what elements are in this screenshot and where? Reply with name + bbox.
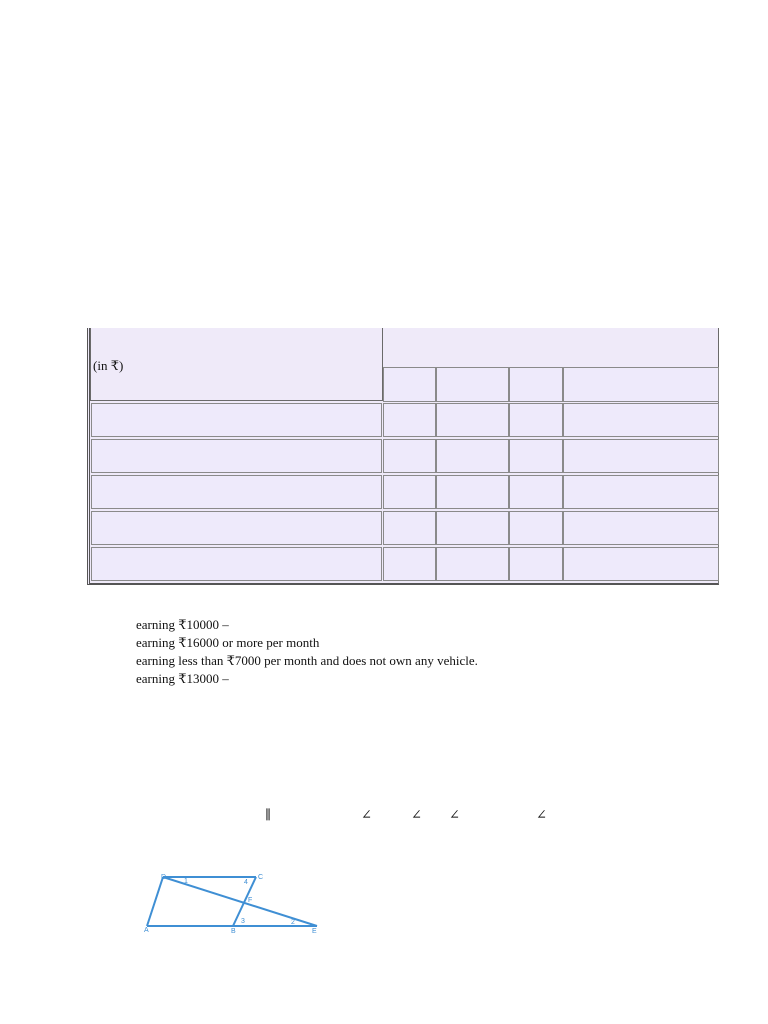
table-cell bbox=[91, 511, 382, 545]
table-cell bbox=[436, 403, 509, 437]
table-cell bbox=[563, 439, 719, 473]
table-cell bbox=[563, 511, 719, 545]
point-label-c: C bbox=[258, 874, 264, 881]
income-vehicle-table bbox=[87, 328, 719, 585]
table-cell bbox=[383, 439, 436, 473]
angle-symbol: ∠ bbox=[536, 807, 547, 822]
table-cell bbox=[563, 403, 719, 437]
geometry-figure bbox=[140, 868, 330, 938]
point-label-b: B bbox=[231, 928, 236, 935]
angle-label-2: 2 bbox=[291, 919, 295, 926]
table-cell bbox=[509, 403, 563, 437]
parallel-symbol: ∥ bbox=[265, 807, 272, 822]
list-item: earning ₹13000 – bbox=[136, 671, 229, 686]
point-label-a: A bbox=[144, 927, 149, 934]
table-cell bbox=[383, 403, 436, 437]
table-subheader-col-1 bbox=[383, 367, 436, 402]
income-unit-label: (in ₹) bbox=[93, 358, 124, 373]
table-subheader-col-4 bbox=[563, 367, 719, 402]
table-cell bbox=[563, 547, 719, 581]
table-cell bbox=[383, 511, 436, 545]
table-header-vehicles-cell bbox=[382, 328, 719, 368]
segment-da bbox=[147, 877, 163, 926]
angle-label-4: 4 bbox=[244, 879, 248, 886]
table-header-income-cell bbox=[90, 328, 383, 401]
point-label-d: D bbox=[161, 874, 167, 881]
question-lines bbox=[136, 616, 478, 688]
list-item: earning less than ₹7000 per month and does not own any vehicle. bbox=[136, 653, 478, 668]
point-label-e: E bbox=[312, 928, 317, 935]
table-cell bbox=[91, 403, 382, 437]
angle-label-3: 3 bbox=[241, 918, 245, 925]
table-subheader-col-2 bbox=[436, 367, 509, 402]
table-subheader-col-3 bbox=[509, 367, 563, 402]
table-cell bbox=[509, 439, 563, 473]
point-label-f: F bbox=[248, 897, 253, 904]
table-cell bbox=[509, 475, 563, 509]
table-cell bbox=[436, 511, 509, 545]
table-cell bbox=[563, 475, 719, 509]
table-cell bbox=[436, 475, 509, 509]
table-cell bbox=[383, 547, 436, 581]
table-cell bbox=[91, 475, 382, 509]
table-cell bbox=[436, 547, 509, 581]
angle-symbol: ∠ bbox=[411, 807, 422, 822]
table-cell bbox=[436, 439, 509, 473]
table-cell bbox=[509, 511, 563, 545]
angle-label-1: 1 bbox=[184, 878, 188, 885]
table-cell bbox=[509, 547, 563, 581]
angle-symbol: ∠ bbox=[449, 807, 460, 822]
table-cell bbox=[91, 439, 382, 473]
angle-symbol: ∠ bbox=[361, 807, 372, 822]
list-item: earning ₹16000 or more per month bbox=[136, 635, 320, 650]
table-cell bbox=[383, 475, 436, 509]
list-item: earning ₹10000 – bbox=[136, 617, 229, 632]
table-cell bbox=[91, 547, 382, 581]
